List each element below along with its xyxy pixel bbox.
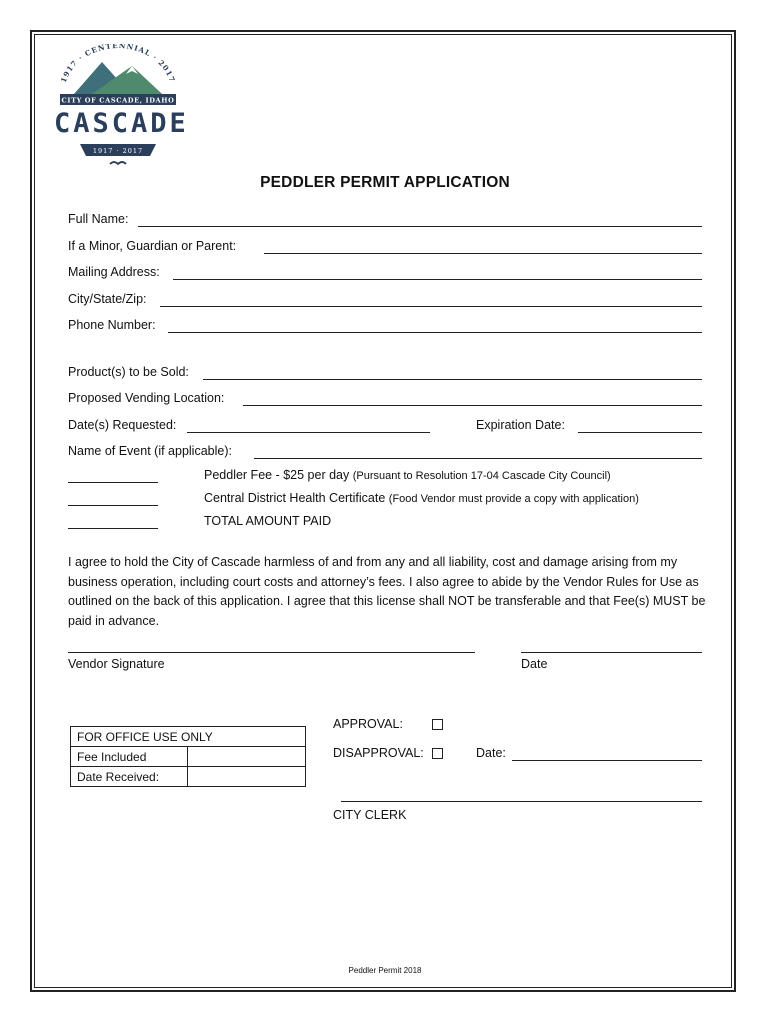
full-name-label: Full Name:: [68, 212, 129, 226]
page-footer: Peddler Permit 2018: [348, 966, 422, 975]
products-field[interactable]: [203, 379, 702, 380]
total-paid-label: TOTAL AMOUNT PAID: [204, 514, 332, 528]
health-certificate-field[interactable]: [68, 505, 158, 506]
vendor-signature-label: Vendor Signature: [68, 657, 165, 671]
page-title: PEDDLER PERMIT APPLICATION: [260, 174, 510, 191]
office-use-header: FOR OFFICE USE ONLY: [71, 727, 306, 747]
logo-wordmark: CASCADE: [54, 108, 189, 139]
event-name-label: Name of Event (if applicable):: [68, 444, 232, 458]
approval-checkbox[interactable]: [432, 719, 443, 730]
office-use-table: [70, 726, 306, 787]
products-label: Product(s) to be Sold:: [68, 365, 189, 379]
phone-number-field[interactable]: [168, 332, 702, 333]
bird-icon: [110, 162, 126, 164]
logo-years: 1917 · 2017: [92, 147, 144, 155]
mailing-address-field[interactable]: [173, 279, 702, 280]
logo-arc-text: 1917 · CENTENNIAL · 2017: [58, 44, 178, 84]
phone-number-label: Phone Number:: [68, 318, 156, 332]
expiration-date-label: Expiration Date:: [476, 418, 565, 432]
date-received-label: Date Received:: [71, 767, 188, 787]
approval-date-field[interactable]: [512, 760, 702, 761]
signature-date-field[interactable]: [521, 652, 702, 653]
vending-location-field[interactable]: [243, 405, 702, 406]
vending-location-label: Proposed Vending Location:: [68, 391, 225, 405]
mailing-address-label: Mailing Address:: [68, 265, 160, 279]
total-paid-field[interactable]: [68, 528, 158, 529]
date-received-cell[interactable]: [188, 767, 306, 787]
city-logo: [52, 44, 189, 174]
dates-requested-label: Date(s) Requested:: [68, 418, 177, 432]
guardian-field[interactable]: [264, 253, 702, 254]
logo-banner-text: CITY OF CASCADE, IDAHO: [61, 96, 175, 105]
city-state-zip-field[interactable]: [160, 306, 702, 307]
fee-included-cell[interactable]: [188, 747, 306, 767]
agreement-text: I agree to hold the City of Cascade harmless of and from any and all liability, cost and damage arising from my business operation, including court costs and attorney’s fees. I also agree to abide by the Vendor Rules for Use as outlined on the back of this application. I agree that this license shall NOT be transferable and that Fee(s) MUST be paid in advance.: [68, 555, 706, 628]
expiration-date-field[interactable]: [578, 432, 702, 433]
city-clerk-signature-field[interactable]: [341, 801, 702, 802]
event-name-field[interactable]: [254, 458, 702, 459]
dates-requested-field[interactable]: [187, 432, 430, 433]
peddler-fee-label: Peddler Fee - $25 per day (Pursuant to Resolution 17-04 Cascade City Council): [204, 468, 611, 482]
city-state-zip-label: City/State/Zip:: [68, 292, 147, 306]
city-clerk-label: CITY CLERK: [333, 808, 407, 822]
approval-label: APPROVAL:: [333, 717, 403, 731]
vendor-signature-field[interactable]: [68, 652, 475, 653]
health-certificate-label: Central District Health Certificate (Food Vendor must provide a copy with application): [204, 491, 639, 505]
peddler-fee-field[interactable]: [68, 482, 158, 483]
full-name-field[interactable]: [138, 226, 702, 227]
guardian-label: If a Minor, Guardian or Parent:: [68, 239, 237, 253]
disapproval-checkbox[interactable]: [432, 748, 443, 759]
approval-date-label: Date:: [476, 746, 506, 760]
disapproval-label: DISAPPROVAL:: [333, 746, 424, 760]
fee-included-label: Fee Included: [71, 747, 188, 767]
signature-date-label: Date: [521, 657, 548, 671]
